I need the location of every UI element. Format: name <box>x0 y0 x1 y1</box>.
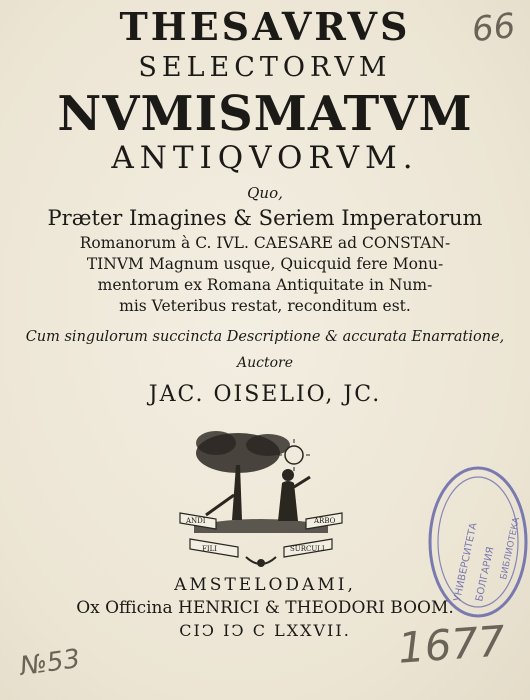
description-lead: Præter Imagines & Seriem Imperatorum <box>47 206 483 230</box>
stamp-line-1: УНИВЕРСИТЕТА <box>452 521 480 603</box>
quo-word: Quo, <box>247 184 283 202</box>
stamp-line-2: БОЛГАРИЯ <box>474 545 497 603</box>
title-line-1: THESAVRVS <box>119 4 411 49</box>
handwritten-year: 1677 <box>396 616 507 673</box>
title-line-4: ANTIQVORVM. <box>111 140 419 176</box>
banner-right-bottom: SURCULI <box>290 545 325 553</box>
imprint-city: AMSTELODAMI, <box>174 575 356 595</box>
description-line-3: mentorum ex Romana Antiquitate in Num- <box>97 276 433 294</box>
banner-right-top: ARBO <box>314 517 336 525</box>
banner-left-bottom: FILI <box>202 545 218 553</box>
printers-emblem <box>176 425 346 575</box>
description-line-2: TINVM Magnum usque, Quicquid fere Monu- <box>86 255 444 273</box>
description-line-4: mis Veteribus restat, reconditum est. <box>119 297 411 315</box>
author-name: JAC. OISELIO, JC. <box>148 382 382 407</box>
library-stamp <box>420 462 530 622</box>
subtitle: Cum singulorum succincta Descriptione & accurata Enarratione, <box>25 329 505 345</box>
title-line-2: SELECTORVM <box>138 52 392 83</box>
handwritten-number-top: 66 <box>470 5 518 51</box>
stamp-line-3: БИБЛИОТЕКА <box>499 516 523 581</box>
imprint-publisher: Ox Officina HENRICI & THEODORI BOOM. <box>76 598 454 618</box>
banner-left-top: ANDI <box>186 517 206 525</box>
description-line-1: Romanorum à C. IVL. CAESARE ad CONSTAN- <box>79 234 451 252</box>
imprint-year: CIↃ IↃ C LXXVII. <box>179 621 351 640</box>
title-line-3: NVMISMATVM <box>57 86 473 142</box>
auctore-label: Auctore <box>237 355 293 371</box>
handwritten-number-bottom-left: №53 <box>18 643 82 683</box>
